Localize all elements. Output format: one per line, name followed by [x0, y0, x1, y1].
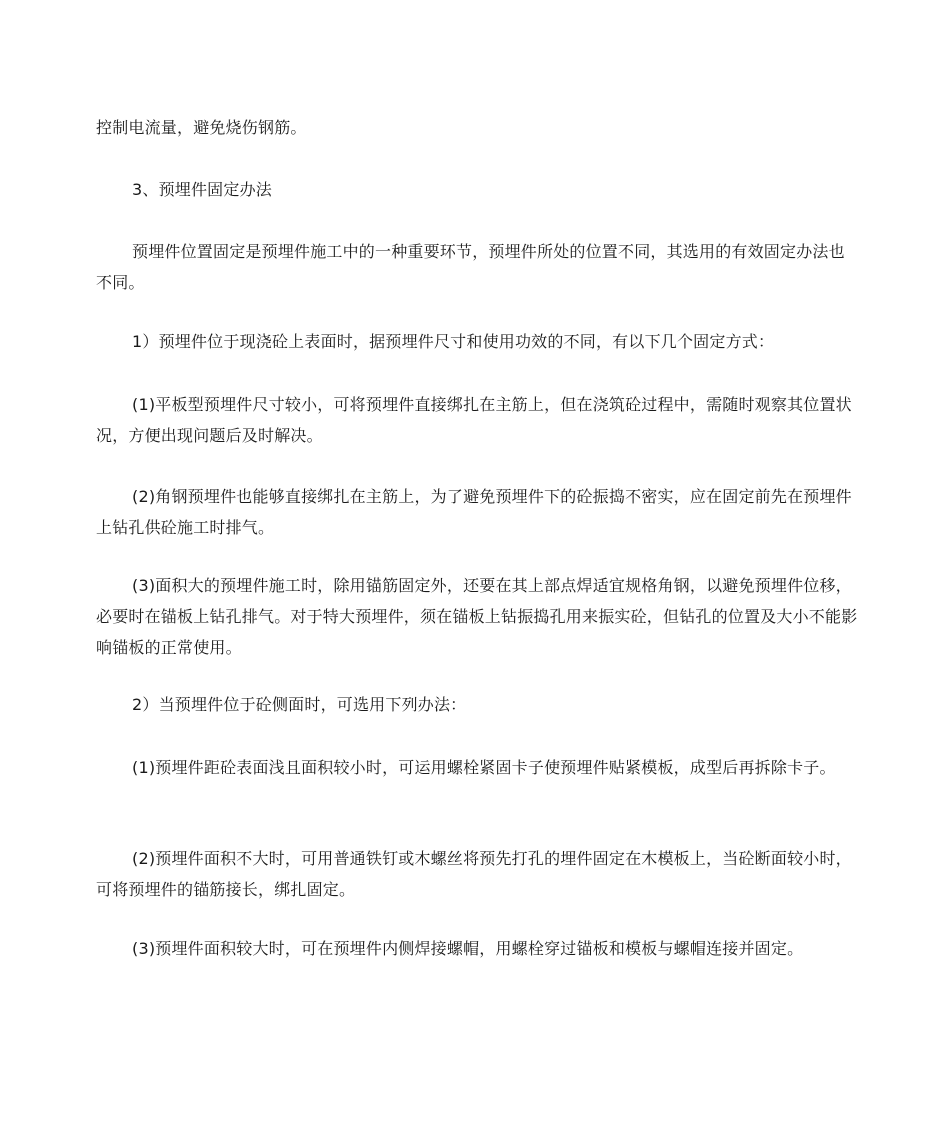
subsection-heading-2: 2）当预埋件位于砼侧面时，可选用下列办法：	[132, 695, 467, 714]
subsection-heading-1: 1）预埋件位于现浇砼上表面时，据预埋件尺寸和使用功效的不同，有以下几个固定方式：	[132, 332, 775, 351]
list-item-2-3: (3)预埋件面积较大时，可在预埋件内侧焊接螺帽，用螺栓穿过锚板和模板与螺帽连接并固定。	[132, 939, 804, 958]
list-item-1-2: (2)角钢预埋件也能够直接绑扎在主筋上，为了避免预埋件下的砼振捣不密实，应在固定前先在预埋件上钻孔供砼施工时排气。	[96, 487, 852, 537]
list-item-1-1: (1)平板型预埋件尺寸较小，可将预埋件直接绑扎在主筋上，但在浇筑砼过程中，需随时观察其位置状况，方便出现问题后及时解决。	[96, 395, 852, 445]
paragraph-intro: 预埋件位置固定是预埋件施工中的一种重要环节，预埋件所处的位置不同，其选用的有效固定办法也不同。	[96, 242, 845, 292]
list-item-2-2: (2)预埋件面积不大时，可用普通铁钉或木螺丝将预先打孔的埋件固定在木模板上，当砼断面较小时，可将预埋件的锚筋接长，绑扎固定。	[96, 849, 852, 899]
list-item-1-3: (3)面积大的预埋件施工时，除用锚筋固定外，还要在其上部点焊适宜规格角钢，以避免预埋件位移，必要时在锚板上钻孔排气。对于特大预埋件，须在锚板上钻振捣孔用来振实砼，但钻孔的位置及大小不能影响锚板的正常使用。	[96, 576, 858, 657]
list-item-2-1: (1)预埋件距砼表面浅且面积较小时，可运用螺栓紧固卡子使预埋件贴紧模板，成型后再拆除卡子。	[132, 758, 836, 777]
paragraph-continuation: 控制电流量，避免烧伤钢筋。	[96, 118, 307, 137]
section-heading: 3、预埋件固定办法	[132, 180, 272, 199]
